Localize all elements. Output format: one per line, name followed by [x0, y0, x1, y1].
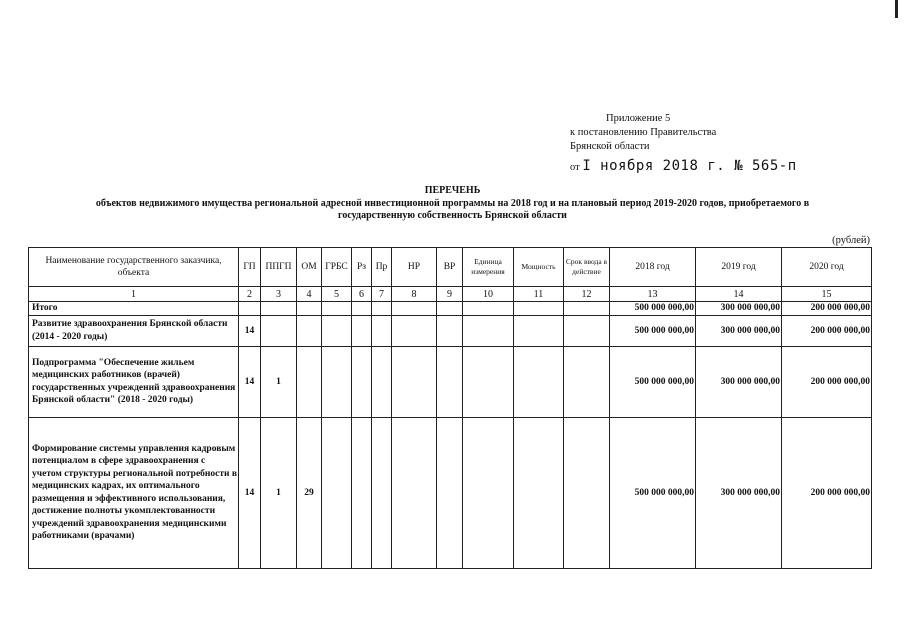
row-ppgp [261, 302, 297, 316]
empty-cell [463, 417, 514, 568]
col-number: 13 [610, 287, 696, 302]
empty-cell [392, 417, 437, 568]
empty-cell [437, 302, 463, 316]
amount-2018: 500 000 000,00 [610, 315, 696, 346]
empty-cell [463, 346, 514, 417]
header-vr: ВР [437, 248, 463, 287]
empty-cell [392, 315, 437, 346]
empty-cell [352, 302, 372, 316]
empty-cell [514, 417, 564, 568]
title-line-2: государственную собственность Брянской области [338, 210, 567, 221]
appendix-resolution: к постановлению Правительства [570, 127, 717, 138]
empty-cell [372, 346, 392, 417]
col-number: 4 [297, 287, 322, 302]
amount-2018: 500 000 000,00 [610, 417, 696, 568]
document-title [30, 185, 875, 223]
title-line-1: объектов недвижимого имущества региональной адресной инвестиционной программы на 2018 год и на плановый период 2019-2020 годов, приобретаемого в [95, 197, 810, 209]
empty-cell [352, 417, 372, 568]
appendix-region: Брянской области [570, 141, 650, 152]
col-number: 5 [322, 287, 352, 302]
header-rz: Рз [352, 248, 372, 287]
row-name: Подпрограмма "Обеспечение жильем медицинских работников (врачей) государственных учреждений здравоохранения Брянской области" (2018 - 2020 годы) [29, 346, 239, 417]
empty-cell [372, 302, 392, 316]
empty-cell [322, 302, 352, 316]
col-number: 1 [29, 287, 239, 302]
row-om [297, 346, 322, 417]
header-grbs: ГРБС [322, 248, 352, 287]
row-ppgp: 1 [261, 346, 297, 417]
row-ppgp: 1 [261, 417, 297, 568]
amount-2020: 200 000 000,00 [782, 417, 872, 568]
empty-cell [463, 302, 514, 316]
row-gp: 14 [239, 346, 261, 417]
amount-2019: 300 000 000,00 [696, 302, 782, 316]
empty-cell [352, 346, 372, 417]
row-gp: 14 [239, 315, 261, 346]
col-number: 12 [564, 287, 610, 302]
empty-cell [372, 417, 392, 568]
col-number: 7 [372, 287, 392, 302]
empty-cell [437, 417, 463, 568]
amount-2020: 200 000 000,00 [782, 315, 872, 346]
empty-cell [564, 417, 610, 568]
amount-2018: 500 000 000,00 [610, 346, 696, 417]
table-row-program [29, 315, 872, 346]
empty-cell [322, 346, 352, 417]
order-line [570, 159, 797, 175]
col-number: 15 [782, 287, 872, 302]
order-date-number: I ноября 2018 г. № 565-п [582, 158, 797, 174]
table-header-row [29, 248, 872, 287]
row-name: Итого [29, 302, 239, 316]
col-number: 6 [352, 287, 372, 302]
header-ppgp: ППГП [261, 248, 297, 287]
empty-cell [352, 315, 372, 346]
row-gp [239, 302, 261, 316]
empty-cell [392, 346, 437, 417]
amount-2019: 300 000 000,00 [696, 346, 782, 417]
empty-cell [372, 315, 392, 346]
title-heading: ПЕРЕЧЕНЬ [424, 185, 481, 196]
table-row-main-activity [29, 417, 872, 568]
row-ppgp [261, 315, 297, 346]
header-term: Срок ввода в действие [564, 248, 610, 287]
table-row-subprogram [29, 346, 872, 417]
col-number: 3 [261, 287, 297, 302]
header-2019: 2019 год [696, 248, 782, 287]
empty-cell [564, 302, 610, 316]
header-2020: 2020 год [782, 248, 872, 287]
amount-2020: 200 000 000,00 [782, 302, 872, 316]
empty-cell [514, 315, 564, 346]
empty-cell [514, 302, 564, 316]
objects-table [28, 247, 872, 569]
row-om: 29 [297, 417, 322, 568]
order-prefix: от [570, 162, 580, 173]
col-number: 2 [239, 287, 261, 302]
appendix-title: Приложение 5 [606, 113, 671, 124]
col-number: 8 [392, 287, 437, 302]
col-number: 9 [437, 287, 463, 302]
amount-2018: 500 000 000,00 [610, 302, 696, 316]
header-power: Мощность [514, 248, 564, 287]
empty-cell [514, 346, 564, 417]
amount-2019: 300 000 000,00 [696, 315, 782, 346]
empty-cell [392, 302, 437, 316]
empty-cell [322, 315, 352, 346]
header-nr: НР [392, 248, 437, 287]
col-number: 14 [696, 287, 782, 302]
row-gp: 14 [239, 417, 261, 568]
header-pr: Пр [372, 248, 392, 287]
header-om: ОМ [297, 248, 322, 287]
header-name: Наименование государственного заказчика, объекта [29, 248, 239, 287]
header-unit: Единица измерения [463, 248, 514, 287]
empty-cell [322, 417, 352, 568]
header-2018: 2018 год [610, 248, 696, 287]
table-row-total [29, 302, 872, 316]
row-om [297, 315, 322, 346]
empty-cell [463, 315, 514, 346]
col-number: 10 [463, 287, 514, 302]
row-name: Развитие здравоохранения Брянской области (2014 - 2020 годы) [29, 315, 239, 346]
empty-cell [564, 346, 610, 417]
header-gp: ГП [239, 248, 261, 287]
amount-2019: 300 000 000,00 [696, 417, 782, 568]
col-number: 11 [514, 287, 564, 302]
amount-2020: 200 000 000,00 [782, 346, 872, 417]
row-om [297, 302, 322, 316]
row-name: Формирование системы управления кадровым потенциалом в сфере здравоохранения с учетом структуры региональной потребности в медицинских кадрах, их оптимального размещения и эффективного использования, достижение полноты укомплектованности учреждений здравоохранения медицинскими работниками (врачами) [29, 417, 239, 568]
empty-cell [437, 346, 463, 417]
appendix-block [570, 112, 797, 175]
empty-cell [437, 315, 463, 346]
empty-cell [564, 315, 610, 346]
page-edge-mark [895, 0, 898, 18]
units-label: (рублей) [832, 235, 870, 246]
column-numbers-row [29, 287, 872, 302]
